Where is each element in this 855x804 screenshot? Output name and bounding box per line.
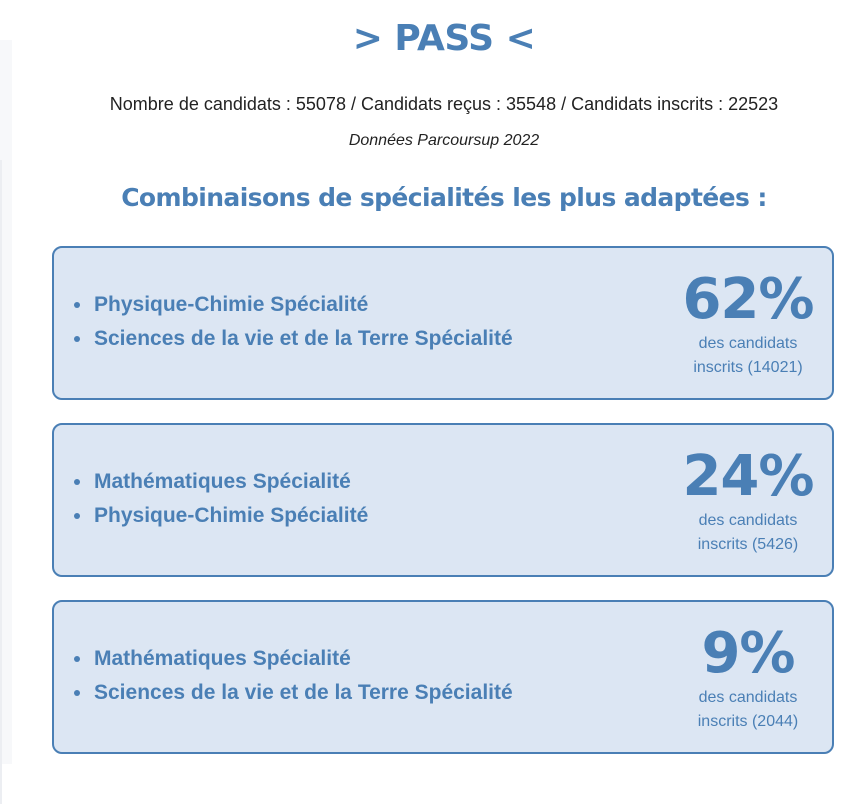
percentage-note: des candidats	[698, 335, 798, 352]
combination-card	[52, 246, 834, 400]
percentage-stat	[678, 621, 818, 734]
percentage-note-count: inscrits (2044)	[697, 713, 799, 730]
speciality-item	[74, 291, 513, 325]
speciality-item	[74, 502, 368, 536]
candidate-stats: Nombre de candidats : 55078 / Candidats reçus : 35548 / Candidats inscrits : 22523	[109, 94, 779, 114]
speciality-label: Physique-Chimie Spécialité	[94, 293, 369, 316]
bullet-icon	[74, 656, 80, 662]
page-title: > PASS <	[352, 18, 536, 59]
combination-card	[52, 423, 834, 577]
percentage-stat	[678, 444, 818, 557]
speciality-list	[74, 291, 513, 359]
data-source-note: Données Parcoursup 2022	[348, 132, 540, 149]
speciality-item	[74, 468, 368, 502]
bullet-icon	[74, 513, 80, 519]
left-edge-divider	[0, 160, 2, 804]
speciality-item	[74, 645, 513, 679]
percentage-value: 9%	[701, 621, 795, 686]
speciality-list	[74, 645, 513, 713]
percentage-value: 24%	[682, 444, 814, 509]
bullet-icon	[74, 690, 80, 696]
bullet-icon	[74, 479, 80, 485]
bullet-icon	[74, 302, 80, 308]
combination-card	[52, 600, 834, 754]
speciality-label: Mathématiques Spécialité	[94, 647, 351, 670]
section-heading: Combinaisons de spécialités les plus adaptées :	[121, 183, 767, 212]
speciality-label: Sciences de la vie et de la Terre Spécialité	[94, 327, 513, 350]
percentage-note: des candidats	[698, 512, 798, 529]
speciality-list	[74, 468, 368, 536]
speciality-item	[74, 325, 513, 359]
percentage-note-count: inscrits (5426)	[697, 536, 799, 553]
speciality-label: Sciences de la vie et de la Terre Spécialité	[94, 681, 513, 704]
speciality-label: Mathématiques Spécialité	[94, 470, 351, 493]
percentage-value: 62%	[682, 267, 814, 332]
bullet-icon	[74, 336, 80, 342]
percentage-note: des candidats	[698, 689, 798, 706]
speciality-item	[74, 679, 513, 713]
speciality-label: Physique-Chimie Spécialité	[94, 504, 369, 527]
percentage-stat	[678, 267, 818, 380]
percentage-note-count: inscrits (14021)	[693, 359, 803, 376]
